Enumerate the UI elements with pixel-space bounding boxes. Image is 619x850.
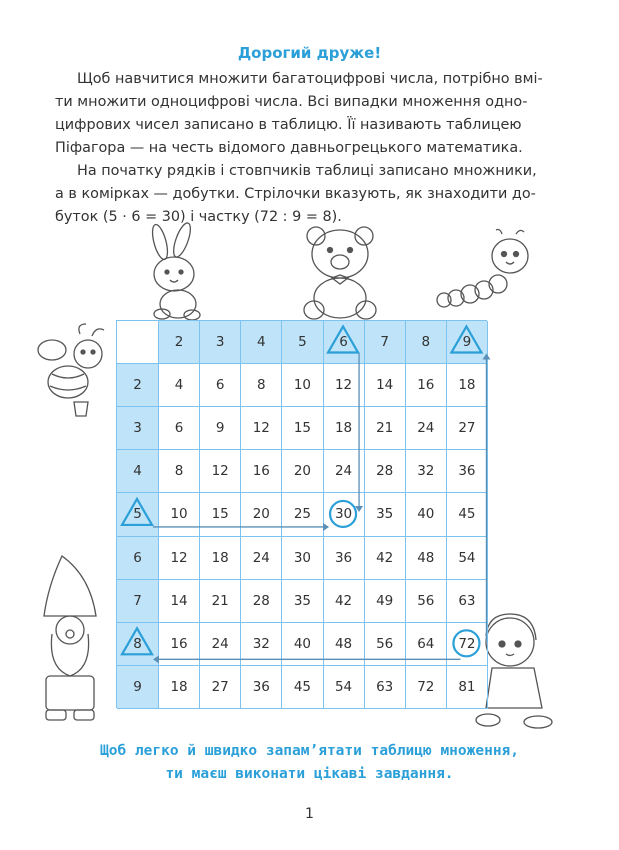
footer-line: Щоб легко й швидко запам’ятати таблицю множення, [99,743,520,759]
table-cell: 10 [282,364,323,407]
table-cell: 35 [282,580,323,623]
table-cell: 12 [159,537,200,580]
pythagoras-table [116,320,487,708]
table-cell: 15 [200,493,241,536]
table-cell: 25 [282,493,323,536]
table-cell: 24 [200,623,241,666]
table-cell: 24 [324,450,365,493]
table-corner [117,321,159,364]
table-cell: 8 [241,364,282,407]
row-header: 3 [117,407,159,450]
intro-paragraph-2 [55,160,560,229]
table-cell: 18 [200,537,241,580]
table-cell: 16 [241,450,282,493]
table-cell: 48 [324,623,365,666]
table-cell: 45 [447,493,488,536]
table-cell: 36 [447,450,488,493]
table-cell: 63 [365,666,406,709]
table-cell: 63 [447,580,488,623]
table-cell: 20 [241,493,282,536]
intro-line: а в комірках — добутки. Стрілочки вказують, як знаходити до- [55,186,536,202]
table-cell: 72 [447,623,488,666]
table-cell: 18 [447,364,488,407]
column-header: 3 [200,321,241,364]
column-header: 9 [447,321,488,364]
table-cell: 20 [282,450,323,493]
table-cell: 40 [282,623,323,666]
column-header: 6 [324,321,365,364]
table-cell: 56 [406,580,447,623]
row-header: 5 [117,493,159,536]
row-header: 7 [117,580,159,623]
table-cell: 18 [159,666,200,709]
column-header: 2 [159,321,200,364]
column-header: 5 [282,321,323,364]
column-header: 8 [406,321,447,364]
row-header: 6 [117,537,159,580]
table-cell: 42 [365,537,406,580]
page-heading: Дорогий друже! [237,44,382,62]
table-cell: 8 [159,450,200,493]
table-cell: 24 [406,407,447,450]
table-cell: 35 [365,493,406,536]
table-cell: 12 [241,407,282,450]
table-cell: 42 [324,580,365,623]
footer-note [0,740,619,786]
table-cell: 6 [200,364,241,407]
intro-line: буток (5 · 6 = 30) і частку (72 : 9 = 8). [55,209,342,225]
teddy-bear-icon [296,222,386,322]
intro-line: ти множити одноцифрові числа. Всі випадки множення одно- [55,94,528,110]
table-cell: 9 [200,407,241,450]
column-header: 4 [241,321,282,364]
table-cell: 10 [159,493,200,536]
table-cell: 30 [324,493,365,536]
table-cell: 56 [365,623,406,666]
intro-paragraph-1 [55,68,560,160]
table-cell: 18 [324,407,365,450]
table-cell: 81 [447,666,488,709]
table-cell: 28 [365,450,406,493]
table-cell: 48 [406,537,447,580]
intro-line: Піфагора — на честь відомого давньогрецького математика. [55,140,523,156]
table-cell: 4 [159,364,200,407]
bee-icon [30,322,110,422]
row-header: 8 [117,623,159,666]
table-cell: 27 [447,407,488,450]
table-cell: 32 [241,623,282,666]
column-header: 7 [365,321,406,364]
intro-line: Щоб навчитися множити багатоцифрові числа, потрібно вмі- [77,71,543,87]
page-number: 1 [305,806,314,822]
caterpillar-icon [434,226,544,322]
table-cell: 54 [447,537,488,580]
footer-line: ти маєш виконати цікаві завдання. [165,766,454,782]
table-cell: 16 [159,623,200,666]
table-cell: 21 [200,580,241,623]
gnome-icon [30,550,110,730]
table-cell: 64 [406,623,447,666]
intro-line: цифрових чисел записано в таблицю. Її називають таблицею [55,117,522,133]
table-cell: 15 [282,407,323,450]
table-cell: 49 [365,580,406,623]
table-cell: 16 [406,364,447,407]
bunny-icon [140,222,220,322]
row-header: 4 [117,450,159,493]
table-cell: 30 [282,537,323,580]
table-cell: 54 [324,666,365,709]
table-cell: 28 [241,580,282,623]
table-cell: 36 [324,537,365,580]
table-cell: 14 [365,364,406,407]
table-cell: 36 [241,666,282,709]
intro-line: На початку рядків і стовпчиків таблиці записано множники, [77,163,537,179]
table-cell: 27 [200,666,241,709]
table-cell: 24 [241,537,282,580]
table-cell: 32 [406,450,447,493]
table-cell: 12 [200,450,241,493]
table-cell: 72 [406,666,447,709]
table-cell: 40 [406,493,447,536]
table-cell: 21 [365,407,406,450]
row-header: 9 [117,666,159,709]
table-cell: 45 [282,666,323,709]
row-header: 2 [117,364,159,407]
table-cell: 12 [324,364,365,407]
table-cell: 14 [159,580,200,623]
table-cell: 6 [159,407,200,450]
